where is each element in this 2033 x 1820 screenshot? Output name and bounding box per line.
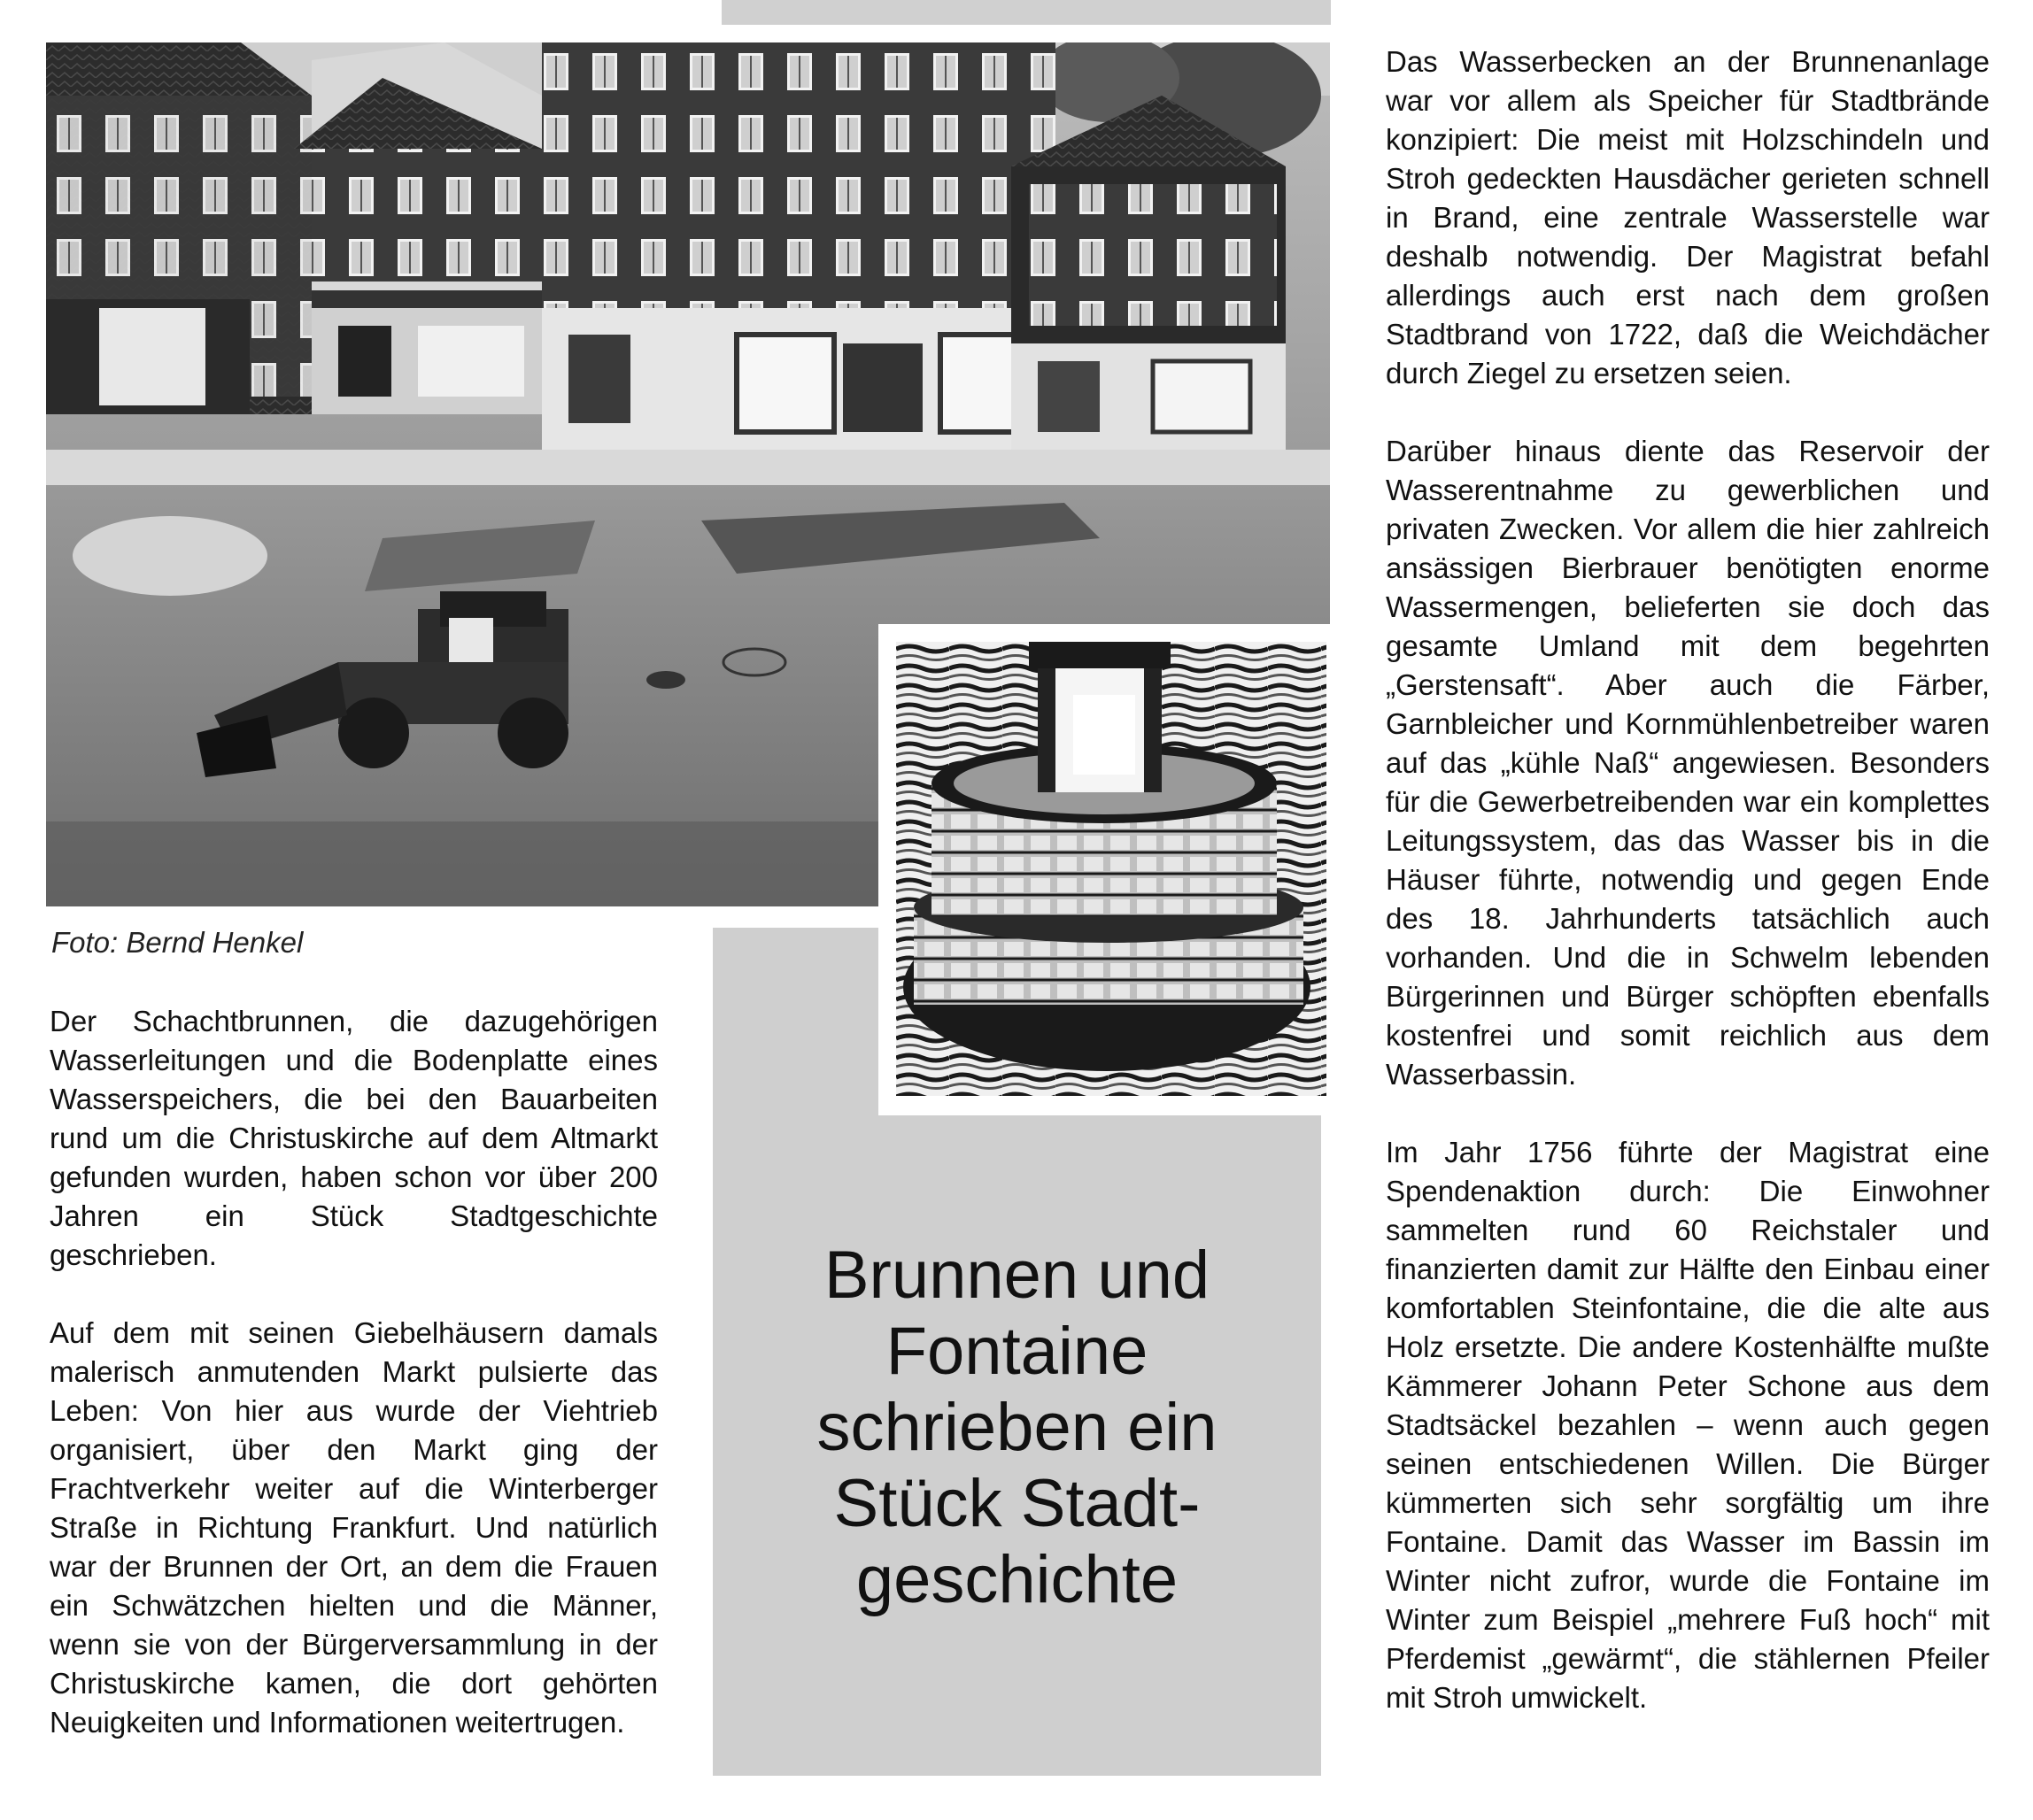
fountain-photo	[878, 624, 1339, 1115]
paragraph: Auf dem mit seinen Giebelhäusern damals malerisch anmutenden Markt pulsierte das Leben: Von hier aus wurde der Viehtrieb organisiert, über den Markt ging der Frachtverkehr weiter auf die Winterberger Straße in Richtung Frankfurt. Und natürlich war der Brunnen der Ort, an dem die Frauen ein Schwätzchen hielten und die Männer, wenn sie von der Bürgerversammlung in der Christuskirche kamen, die dort gehörten Neuigkeiten und Informationen weitertrugen.	[50, 1316, 658, 1739]
right-column	[1386, 42, 1990, 1717]
headline-line: Brunnen und	[823, 1238, 1210, 1313]
headline-line: Fontaine	[885, 1314, 1148, 1389]
paragraph: Das Wasserbecken an der Brunnenanlage war vor allem als Speicher für Stadtbrände konzipiert: Die meist mit Holzschindeln und Stroh gedeckten Hausdächer gerieten schnell in Brand, eine zentrale Wasserstelle war deshalb notwendig. Der Magistrat befahl allerdings auch erst nach dem großen Stadtbrand von 1722, daß die Weichdächer durch Ziegel zu ersetzen seien.	[1386, 45, 1990, 389]
article-headline	[713, 1238, 1321, 1618]
paragraph: Darüber hinaus diente das Reservoir der Wasserentnahme zu gewerblichen und privaten Zwecken. Vor allem die hier zahlreich ansässigen Bierbrauer benötigten enorme Wassermengen, belieferten sie doch das gesamte Umland mit dem begehrten „Gerstensaft“. Aber auch die Färber, Garnbleicher und Kornmühlenbetreiber waren auf das „kühle Naß“ angewiesen. Besonders für die Gewerbetreibenden war ein komplettes Leitungssystem, das das Wasser bis in die Häuser führte, notwendig und gegen Ende des 18. Jahrhunderts tatsächlich auch vorhanden. Und die in Schwelm lebenden Bürgerinnen und Bürger schöpften ebenfalls kostenfrei und somit reichlich aus dem Wasserbassin.	[1386, 435, 1990, 1091]
paragraph: Der Schachtbrunnen, die dazugehörigen Wasserleitungen und die Bodenplatte eines Wasserspeichers, die bei den Bauarbeiten rund um die Christuskirche auf dem Altmarkt gefunden wurden, haben schon vor über 200 Jahren ein Stück Stadtgeschichte geschrieben.	[50, 1005, 658, 1271]
top-gray-band	[722, 0, 1331, 25]
left-column	[50, 1002, 658, 1742]
headline-line: geschichte	[855, 1542, 1179, 1617]
photo-credit: Foto: Bernd Henkel	[51, 926, 304, 959]
fountain-illustration	[896, 642, 1326, 1096]
paragraph: Im Jahr 1756 führte der Magistrat eine Spendenaktion durch: Die Einwohner sammelten rund 60 Reichstaler und finanzierten damit zur Hälfte den Einbau einer komfortablen Steinfontaine, die die alte aus Holz ersetzte. Die andere Kostenhälfte mußte Kämmerer Johann Peter Schone aus dem Stadtsäckel bezahlen – wenn auch gegen seinen entschiedenen Willen. Die Bürger kümmerten sich sehr sorgfältig um ihre Fontaine. Damit das Wasser im Bassin im Winter nicht zufror, wurde die Fontaine im Winter zum Beispiel „mehrere Fuß hoch“ mit Pferdemist „gewärmt“, die stählernen Pfeiler mit Stroh umwickelt.	[1386, 1136, 1990, 1714]
headline-line: Stück Stadt-	[833, 1466, 1201, 1541]
headline-line: schrieben ein	[816, 1390, 1217, 1465]
